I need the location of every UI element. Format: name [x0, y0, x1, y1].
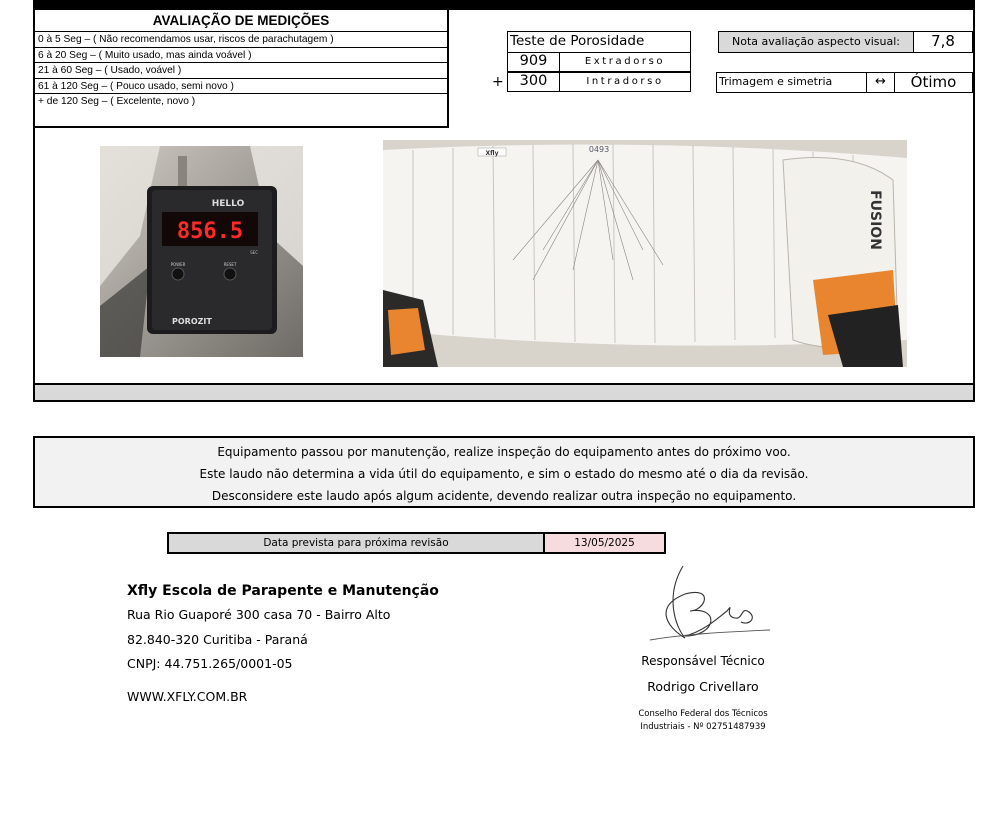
- canopy-model-text: FUSION: [867, 190, 883, 250]
- canopy-number-text: 0493: [588, 145, 610, 154]
- council-line: Conselho Federal dos Técnicos: [638, 709, 768, 719]
- company-name: Xfly Escola de Parapente e Manutenção: [127, 583, 439, 599]
- porosity-meter-illustration: [100, 146, 303, 357]
- next-review-date: 13/05/2025: [545, 532, 666, 554]
- intrados-label: Intradorso: [560, 72, 691, 92]
- top-black-bar: [33, 0, 975, 10]
- meter-reset-label: RESET: [223, 262, 237, 267]
- paraglider-canopy-photo: [383, 140, 907, 367]
- notice-line: Equipamento passou por manutenção, realize inspeção do equipamento antes do próximo voo.: [217, 445, 791, 459]
- visual-grade-value: 7,8: [914, 31, 973, 53]
- signatory-council: [603, 708, 803, 734]
- legend-row: 61 à 120 Seg – ( Pouco usado, semi novo ): [35, 79, 447, 95]
- extrados-label: Extradorso: [560, 53, 691, 72]
- company-website: WWW.XFLY.COM.BR: [127, 689, 248, 704]
- plus-sign: +: [492, 74, 504, 90]
- porosity-meter-photo: [100, 146, 303, 357]
- canopy-illustration: [383, 140, 907, 367]
- legend-row: 21 à 60 Seg – ( Usado, voável ): [35, 63, 447, 79]
- council-line: Industriais - Nº 02751487939: [640, 722, 766, 732]
- signatory-name: Rodrigo Crivellaro: [647, 679, 759, 694]
- meter-unit-text: SEC: [250, 250, 258, 255]
- next-review-label: Data prevista para próxima revisão: [167, 532, 545, 554]
- canopy-brand-text: Xfly: [485, 150, 499, 157]
- left-right-arrow-icon: ↔: [867, 72, 895, 93]
- company-address: Rua Rio Guaporé 300 casa 70 - Bairro Alto: [127, 607, 391, 622]
- meter-brand-text: HELLO: [211, 199, 245, 209]
- notice-box: [33, 436, 975, 508]
- meter-name-text: POROZIT: [172, 317, 212, 326]
- company-cnpj: CNPJ: 44.751.265/0001-05: [127, 656, 293, 671]
- notice-line: Este laudo não determina a vida útil do equipamento, e sim o estado do mesmo até o dia da revisão.: [199, 467, 809, 481]
- extrados-value: 909: [507, 53, 560, 72]
- section-gray-bar: [33, 383, 975, 402]
- legend-title: AVALIAÇÃO DE MEDIÇÕES: [35, 10, 447, 32]
- notice-line: Desconsidere este laudo após algum acidente, devendo realizar outra inspeção no equipamento.: [211, 489, 797, 503]
- intrados-value: 300: [507, 72, 560, 92]
- measurement-legend-table: [35, 10, 449, 128]
- company-city: 82.840-320 Curitiba - Paraná: [127, 632, 308, 647]
- meter-power-label: POWER: [170, 262, 186, 267]
- porosity-title: Teste de Porosidade: [507, 31, 691, 53]
- handwritten-signature: [645, 556, 775, 646]
- visual-grade-label: Nota avaliação aspecto visual:: [718, 31, 914, 53]
- legend-row: 6 à 20 Seg – ( Muito usado, mas ainda voável ): [35, 48, 447, 64]
- trim-symmetry-label: Trimagem e simetria: [716, 72, 867, 93]
- meter-reading-text: 856.5: [176, 219, 244, 244]
- trim-symmetry-value: Ótimo: [895, 72, 973, 93]
- legend-row: + de 120 Seg – ( Excelente, novo ): [38, 96, 196, 107]
- signatory-role: Responsável Técnico: [641, 654, 765, 668]
- legend-row: 0 à 5 Seg – ( Não recomendamos usar, riscos de parachutagem ): [35, 32, 447, 48]
